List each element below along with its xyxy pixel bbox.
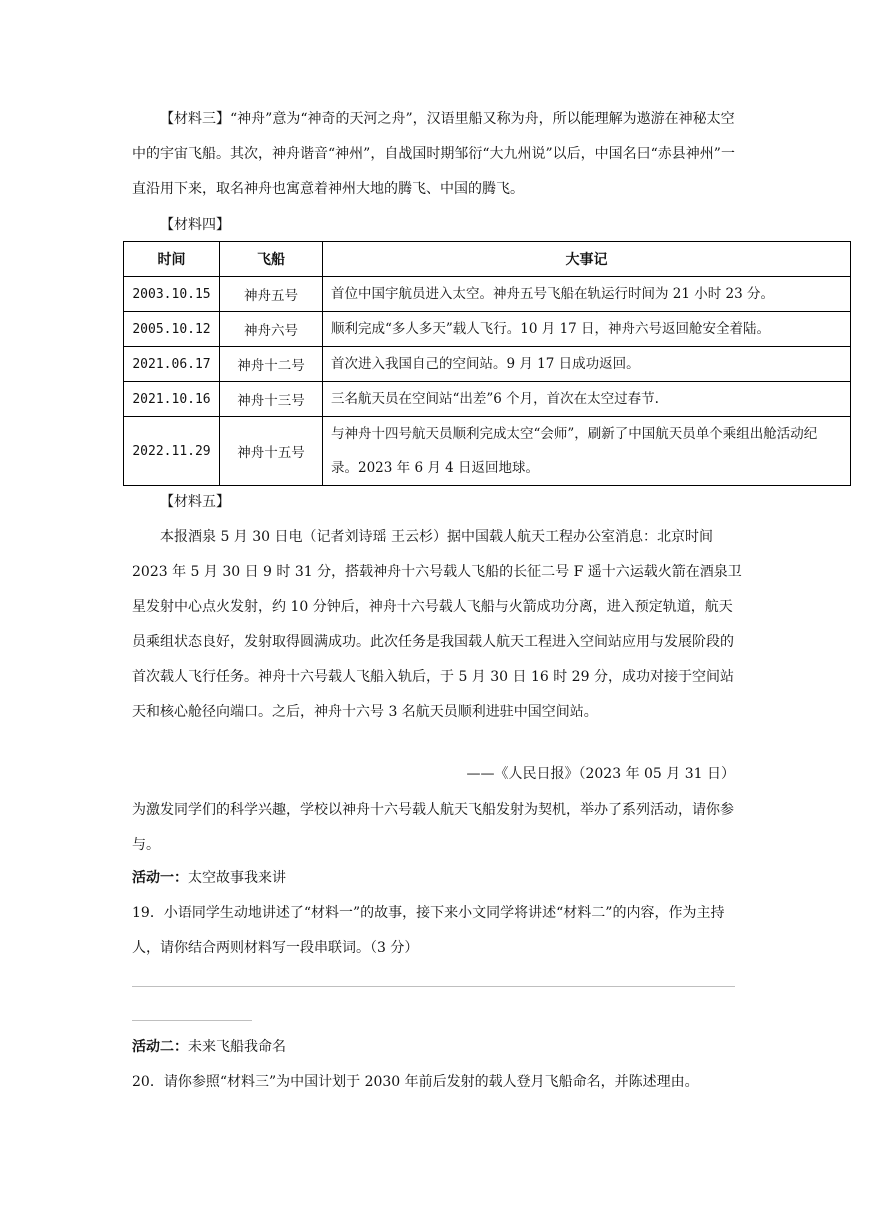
row-time: 2003.10.15 [124,277,220,312]
row-spacecraft: 神舟十二号 [220,347,323,382]
header-spacecraft: 飞船 [220,242,323,277]
activity-one-name: 太空故事我来讲 [188,870,286,886]
row-spacecraft: 神舟十三号 [220,382,323,417]
row-event: 顺利完成“多人多天”载人飞行。10 月 17 日，神舟六号返回舱安全着陆。 [323,312,851,347]
activity-one-heading [132,861,742,896]
table-row [124,382,851,417]
answer-line[interactable] [132,986,735,987]
table-row [124,417,851,486]
header-events: 大事记 [323,242,851,277]
row-time: 2021.10.16 [124,382,220,417]
row-event: 三名航天员在空间站“出差”6 个月，首次在太空过春节. [323,382,851,417]
table-header-row [124,242,851,277]
table-row [124,277,851,312]
material-five-source: ——《人民日报》（2023 年 05 月 31 日） [466,766,735,782]
material-three-paragraph: 【材料三】“神舟”意为“神奇的天河之舟”，汉语里船又称为舟，所以能理解为遨游在神秘太空中的宇宙飞船。其次，神舟谐音“神州”，自战国时期邹衍“大九州说”以后，中国名曰“赤县神州”一直沿用下来，取名神舟也寓意着神州大地的腾飞、中国的腾飞。 [132,111,735,197]
activities-intro: 为激发同学们的科学兴趣，学校以神舟十六号载人航天飞船发射为契机，举办了系列活动，请你参与。 [132,802,734,853]
row-event: 与神舟十四号航天员顺利完成太空“会师”，刷新了中国航天员单个乘组出舱活动纪录。2023 年 6 月 4 日返回地球。 [323,417,851,486]
row-time: 2005.10.12 [124,312,220,347]
header-time: 时间 [124,242,220,277]
row-event: 首位中国宇航员进入太空。神舟五号飞船在轨运行时间为 21 小时 23 分。 [323,277,851,312]
table-row [124,347,851,382]
material-four-label: 【材料四】 [160,217,230,233]
row-time: 2021.06.17 [124,347,220,382]
row-spacecraft: 神舟六号 [220,312,323,347]
events-table [123,241,851,486]
row-spacecraft: 神舟五号 [220,277,323,312]
material-five-paragraph: 本报酒泉 5 月 30 日电（记者刘诗瑶 王云杉）据中国载人航天工程办公室消息：北京时间 2023 年 5 月 30 日 9 时 31 分，搭载神舟十六号载人飞船的长征二号 F 遥十六运载火箭在酒泉卫星发射中心点火发射，约 10 分钟后，神舟十六号载人飞船与火箭成功分离，进入预定轨道，航天员乘组状态良好，发射取得圆满成功。此次任务是我国载人航天工程进入空间站应用与发展阶段的首次载人飞行任务。神舟十六号载人飞船入轨后，于 5 月 30 日 16 时 29 分，成功对接于空间站天和核心舱径向端口。之后，神舟十六号 3 名航天员顺利进驻中国空间站。 [132,529,742,720]
material-five-label: 【材料五】 [160,494,230,510]
table-row [124,312,851,347]
question-19: 19．小语同学生动地讲述了“材料一”的故事，接下来小文同学将讲述“材料二”的内容，作为主持人，请你结合两则材料写一段串联词。（3 分） [132,905,725,956]
row-spacecraft: 神舟十五号 [220,417,323,486]
activity-two-heading [132,1030,742,1065]
row-event: 首次进入我国自己的空间站。9 月 17 日成功返回。 [323,347,851,382]
activity-two-title: 活动二： [132,1039,188,1055]
question-20: 20．请你参照“材料三”为中国计划于 2030 年前后发射的载人登月飞船命名，并陈述理由。 [132,1074,699,1090]
answer-line[interactable] [132,1020,252,1021]
activity-one-title: 活动一： [132,870,188,886]
activity-two-name: 未来飞船我命名 [188,1039,286,1055]
row-time: 2022.11.29 [124,417,220,486]
